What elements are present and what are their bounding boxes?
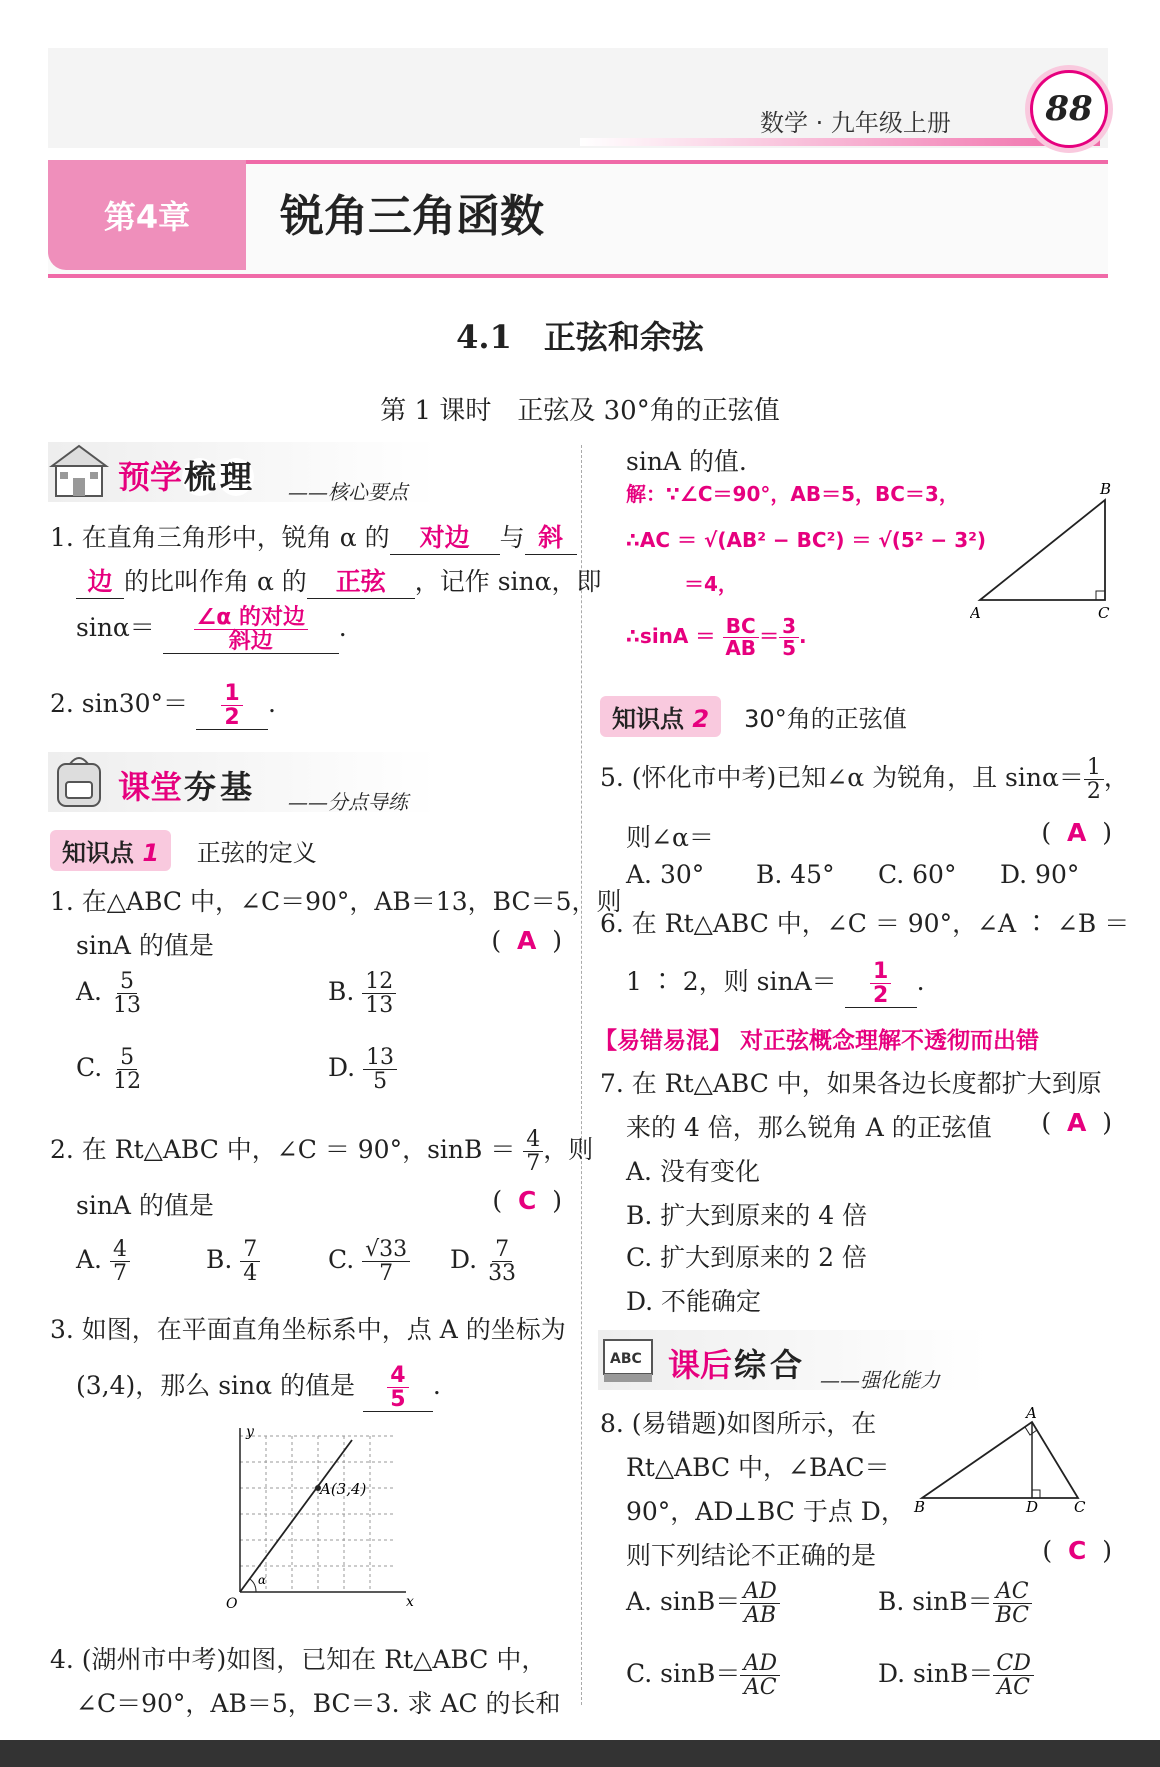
q1-option-b[interactable]: B. $\frac{12}{13}$ <box>328 970 396 1017</box>
svg-text:ABC: ABC <box>610 1351 642 1367</box>
q1-line2: sinA 的值是 ( A ) <box>76 926 562 960</box>
vertex-d: D <box>1026 1498 1039 1514</box>
vertex-c: C <box>1098 604 1110 620</box>
pre-q1-line3: sinα＝ $\frac{\text{∠α 的对边}}{\text{斜边}}$ . <box>76 605 347 655</box>
q5-answer[interactable]: A <box>1066 818 1087 847</box>
part-label-c: 基 <box>220 768 253 806</box>
q5-option-d[interactable]: D. 90° <box>1000 860 1080 889</box>
q7-option-a[interactable]: A. 没有变化 <box>626 1157 760 1186</box>
section-title: 4.1 正弦和余弦 <box>456 318 704 356</box>
vertex-c: C <box>1074 1498 1086 1514</box>
part-label-b: 梳 <box>184 458 217 496</box>
column-divider <box>581 445 582 1705</box>
part-label-a: 课堂 <box>118 768 183 806</box>
part-heading-preview <box>48 442 438 502</box>
alpha-label: α <box>258 1573 267 1587</box>
q2-line2: sinA 的值是 ( C ) <box>76 1186 562 1220</box>
origin-label: O <box>226 1596 238 1612</box>
part-label-a: 课后 <box>668 1346 733 1384</box>
q8-answer[interactable]: C <box>1067 1536 1087 1565</box>
part-label-c: 合 <box>770 1346 803 1384</box>
q2-line1: 2. 在 Rt△ABC 中，∠C ＝ 90°，sinB ＝ $\frac{4}{7}$ ，则 <box>50 1127 594 1177</box>
q1-option-c[interactable]: C. $\frac{5}{12}$ <box>76 1045 142 1095</box>
knowledge-point-1: 知识点 1 正弦的定义 <box>50 830 317 871</box>
x-axis-label: x <box>406 1594 414 1610</box>
q1-answer[interactable]: A <box>516 926 537 955</box>
vertex-b: B <box>1100 480 1112 498</box>
q3-line1: 3. 如图，在平面直角坐标系中，点 A 的坐标为 <box>50 1315 566 1344</box>
q8-option-c[interactable]: C. sinB＝ $\frac{AD}{AC}$ <box>626 1652 780 1699</box>
part-sub: ——核心要点 <box>288 480 408 504</box>
q3-blank[interactable]: $\frac{4}{5}$ <box>363 1364 433 1412</box>
q2-option-c[interactable]: C. $\frac{√33}{7}$ <box>328 1238 410 1285</box>
q8-line3: 90°，AD⊥BC 于点 D， <box>626 1497 906 1526</box>
q3-line2: (3,4)，那么 sinα 的值是 $\frac{4}{5}$ . <box>76 1363 441 1413</box>
q7-option-b[interactable]: B. 扩大到原来的 4 倍 <box>626 1201 868 1230</box>
q1-option-d[interactable]: D. $\frac{13}{5}$ <box>328 1046 397 1093</box>
q2-option-b[interactable]: B. $\frac{7}{4}$ <box>206 1238 260 1285</box>
lesson-title: 第 1 课时 正弦及 30°角的正弦值 <box>380 396 780 426</box>
book-icon <box>598 1330 660 1388</box>
q3-coordinate-figure <box>216 1424 416 1624</box>
q4-triangle-figure <box>970 480 1130 620</box>
q7-line2: 来的 4 倍，那么锐角 A 的正弦值 ( A ) <box>626 1108 1112 1142</box>
q5-option-b[interactable]: B. 45° <box>756 860 835 889</box>
point-a-label: A(3,4) <box>320 1480 367 1498</box>
q2-option-a[interactable]: A. $\frac{4}{7}$ <box>76 1238 130 1285</box>
part-label-c: 理 <box>220 458 253 496</box>
part-label-b: 夯 <box>184 768 217 806</box>
q6-blank[interactable]: $\frac{1}{2}$ <box>845 960 917 1008</box>
q8-option-d[interactable]: D. sinB＝ $\frac{CD}{AC}$ <box>878 1652 1034 1699</box>
q6-line2: 1 ∶ 2，则 sinA＝ $\frac{1}{2}$ . <box>626 959 925 1009</box>
pre-q2: 2. sin30°＝ $\frac{1}{2}$ . <box>50 681 276 731</box>
header-pink-bar <box>580 138 1100 146</box>
part-heading-class <box>48 752 438 812</box>
chapter-label: 第4章 <box>103 198 191 236</box>
page-bottom-bar <box>0 1740 1160 1767</box>
vertex-a: A <box>1026 1404 1037 1422</box>
q7-option-d[interactable]: D. 不能确定 <box>626 1287 762 1316</box>
blank-2b[interactable]: 边 <box>76 562 124 599</box>
part-label-b: 综 <box>734 1346 767 1384</box>
pre-q1-line1: 1. 在直角三角形中，锐角 α 的 对边 与 斜 <box>50 518 577 555</box>
knowledge-point-2: 知识点 2 30°角的正弦值 <box>600 696 907 737</box>
q1-line1: 1. 在△ABC 中，∠C＝90°，AB＝13，BC＝5，则 <box>50 887 622 916</box>
q5-option-c[interactable]: C. 60° <box>878 860 957 889</box>
page-number-badge <box>1030 70 1108 148</box>
vertex-a: A <box>970 604 981 620</box>
blank-3[interactable]: 正弦 <box>307 562 415 599</box>
pre-q1-line2: 边 的比叫作角 α 的 正弦 ，记作 sinα，即 <box>76 562 602 599</box>
q4-line1: 4. (湖州市中考)如图，已知在 Rt△ABC 中， <box>50 1645 547 1674</box>
book-title: 数学 · 九年级上册 <box>760 109 951 137</box>
part-heading-after <box>598 1330 988 1390</box>
blank-2a[interactable]: 斜 <box>525 518 577 555</box>
y-axis-label: y <box>246 1424 254 1440</box>
q8-option-a[interactable]: A. sinB＝ $\frac{AD}{AB}$ <box>626 1580 780 1627</box>
part-sub: ——强化能力 <box>820 1368 940 1392</box>
q7-answer[interactable]: A <box>1066 1108 1087 1137</box>
q5-line2: 则∠α＝ ( A ) <box>626 818 1112 852</box>
q4-line2: ∠C＝90°，AB＝5，BC＝3. 求 AC 的长和 <box>76 1689 561 1718</box>
error-prone-note: 【易错易混】 对正弦概念理解不透彻而出错 <box>594 1028 1040 1054</box>
q7-line1: 7. 在 Rt△ABC 中，如果各边长度都扩大到原 <box>600 1069 1102 1098</box>
school-icon <box>48 442 110 500</box>
blank-4[interactable]: $\frac{\text{∠α 的对边}}{\text{斜边}}$ <box>163 606 339 654</box>
page-number: 88 <box>1045 89 1093 129</box>
vertex-b: B <box>914 1498 926 1514</box>
q8-line1: 8. (易错题)如图所示，在 <box>600 1409 877 1438</box>
chapter-title: 锐角三角函数 <box>280 191 544 242</box>
q1-option-a[interactable]: A. $\frac{5}{13}$ <box>76 969 141 1019</box>
q5-line1: 5. (怀化市中考)已知∠α 为锐角，且 sinα＝ $\frac{1}{2}$ ， <box>600 755 1129 805</box>
q5-option-a[interactable]: A. 30° <box>626 860 705 889</box>
blank-1[interactable]: 对边 <box>390 518 500 555</box>
blank-5[interactable]: $\frac{1}{2}$ <box>196 682 268 730</box>
q2-option-d[interactable]: D. $\frac{7}{33}$ <box>450 1237 517 1287</box>
q8-triangle-figure <box>912 1404 1092 1514</box>
part-label-a: 预学 <box>118 458 183 496</box>
q8-line2: Rt△ABC 中，∠BAC＝ <box>626 1453 890 1482</box>
q6-line1: 6. 在 Rt△ABC 中，∠C ＝ 90°，∠A ∶ ∠B ＝ <box>600 909 1130 938</box>
chapter-label-box <box>48 160 246 270</box>
q7-option-c[interactable]: C. 扩大到原来的 2 倍 <box>626 1243 867 1272</box>
part-sub: ——分点导练 <box>288 790 408 814</box>
q4-line3: sinA 的值. <box>626 447 747 476</box>
q2-answer[interactable]: C <box>517 1186 537 1215</box>
q8-line4: 则下列结论不正确的是 ( C ) <box>626 1536 1112 1570</box>
backpack-icon <box>48 752 110 810</box>
q8-option-b[interactable]: B. sinB＝ $\frac{AC}{BC}$ <box>878 1580 1032 1627</box>
